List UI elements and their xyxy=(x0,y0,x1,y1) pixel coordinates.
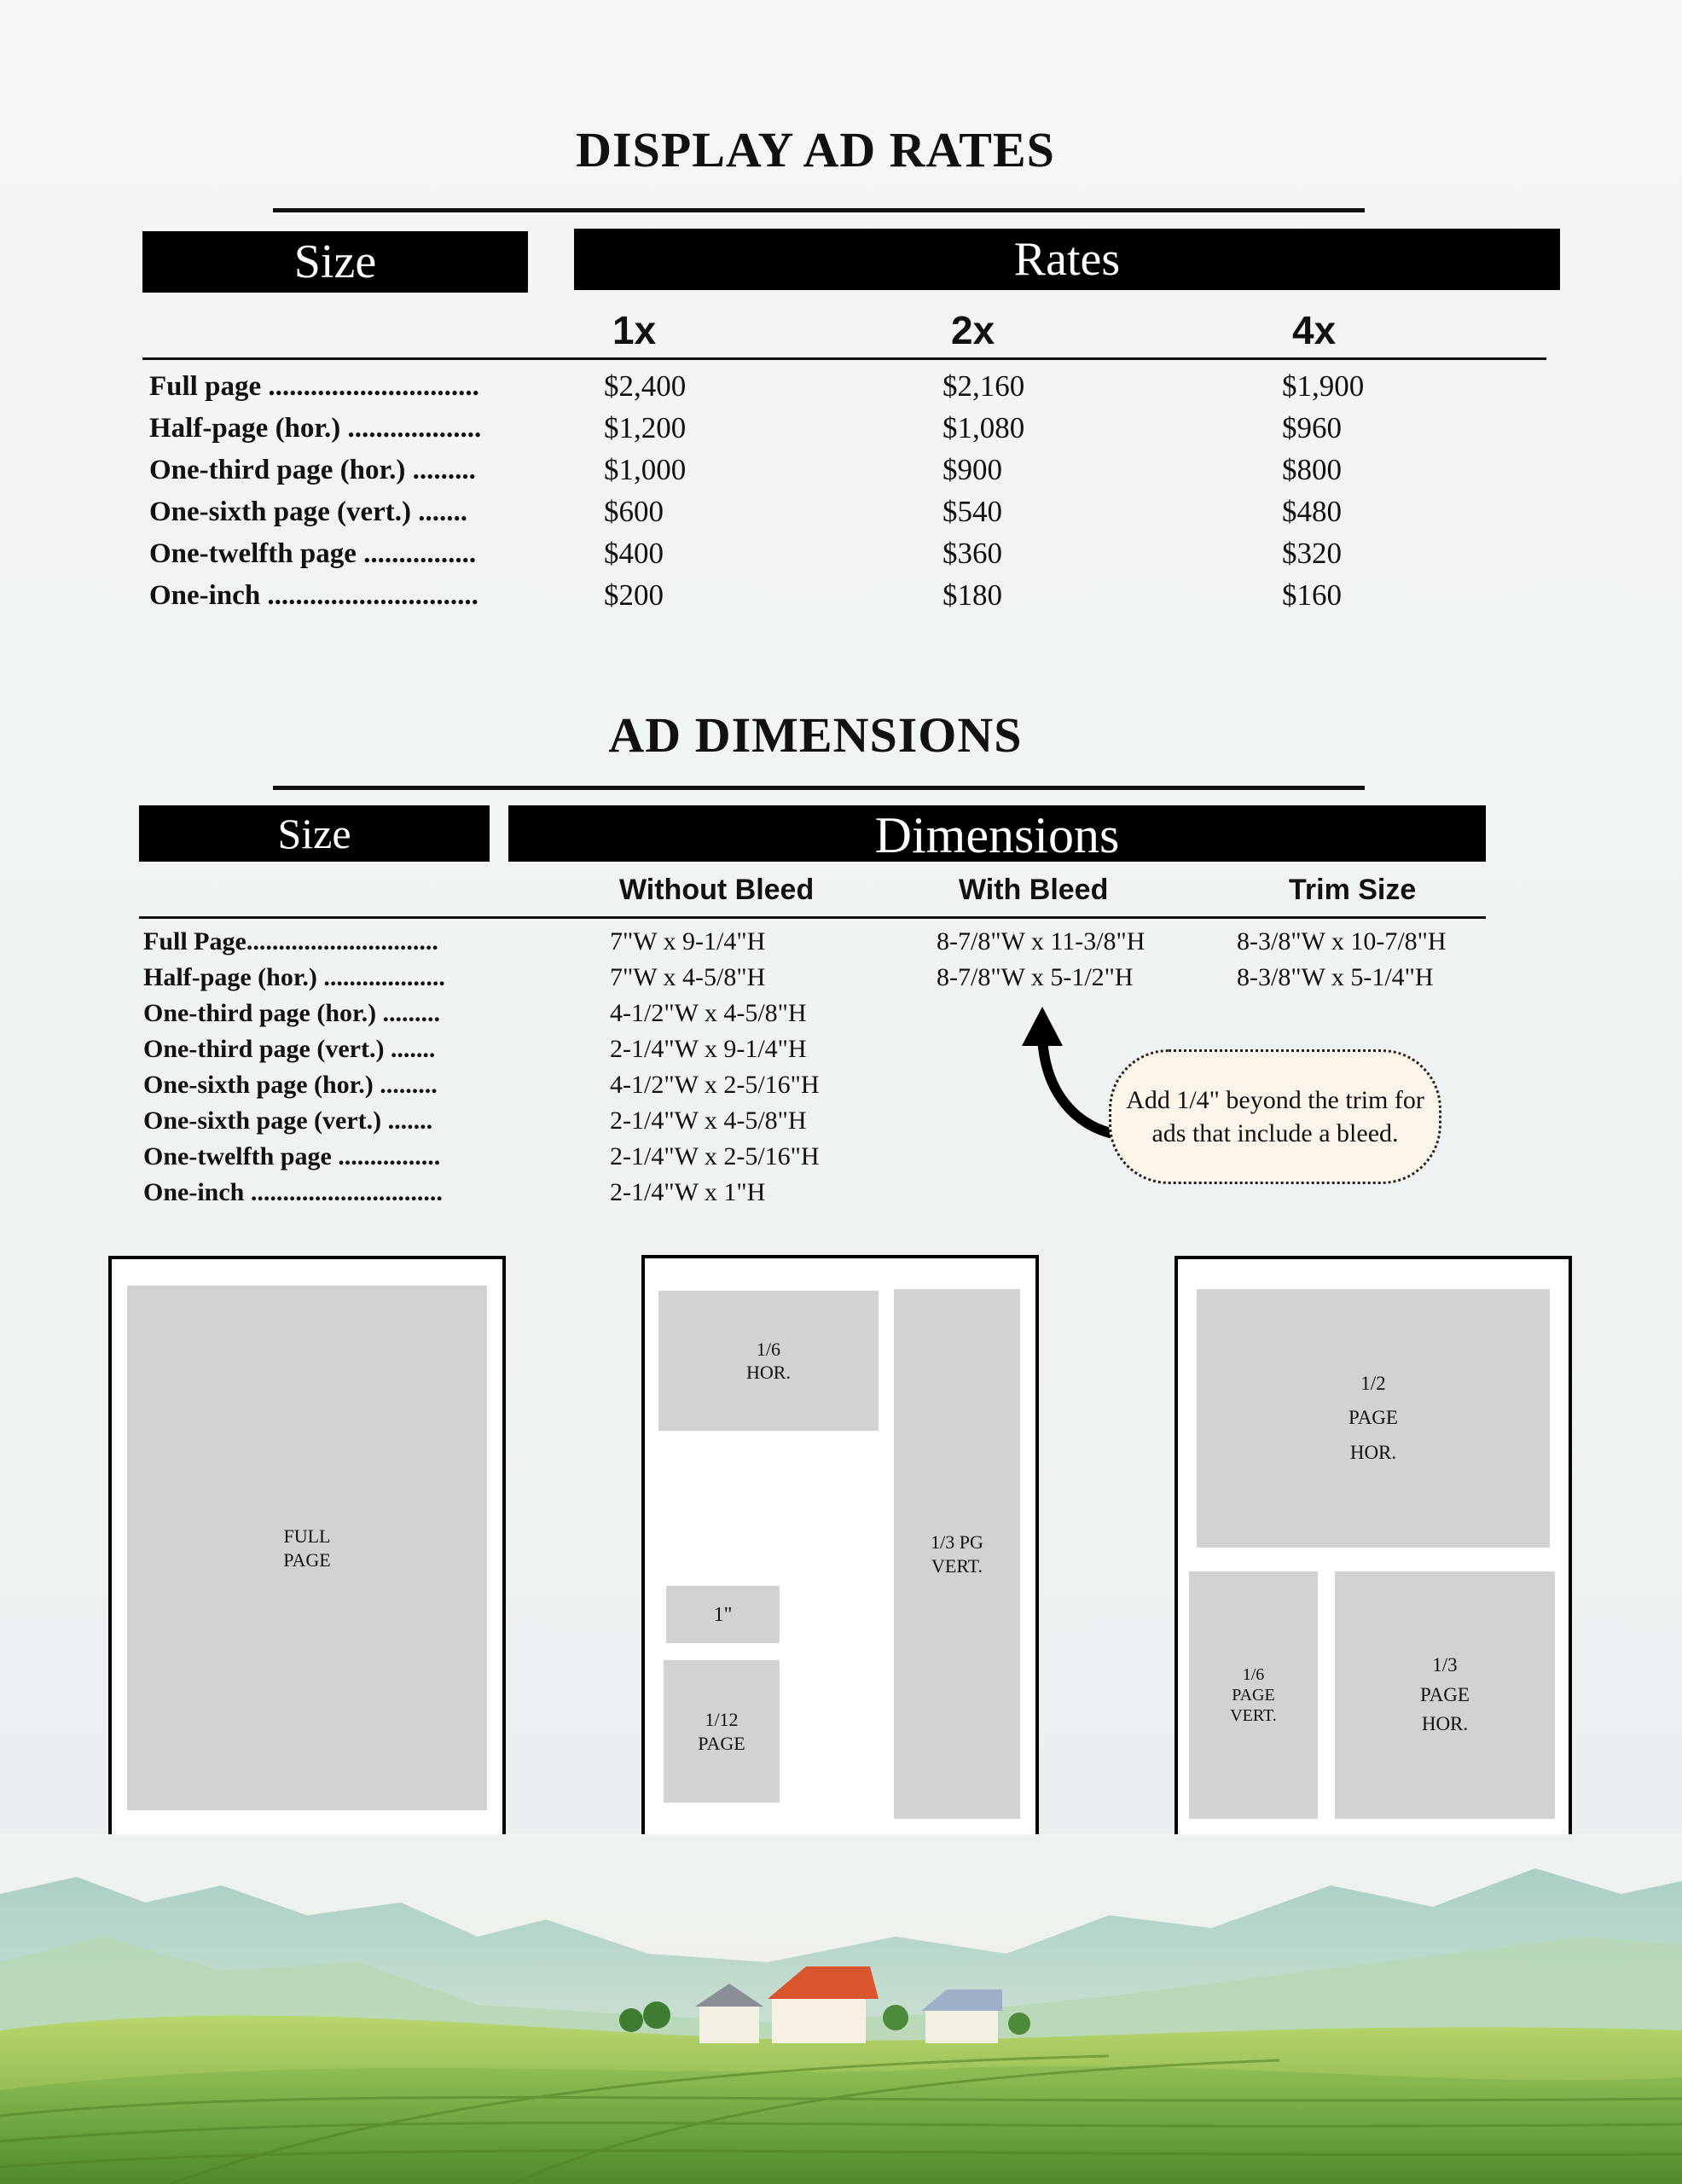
rate-2x: $2,160 xyxy=(942,369,1025,403)
dimensions-header: Dimensions xyxy=(508,805,1486,862)
rate-4x: $800 xyxy=(1282,453,1342,486)
rate-1x: $1,000 xyxy=(604,453,687,486)
rate-1x: $200 xyxy=(604,578,664,612)
rates-col-1x: 1x xyxy=(612,308,657,352)
third-vert-block: 1/3 PG VERT. xyxy=(894,1289,1020,1819)
dims-col-trim-size: Trim Size xyxy=(1289,874,1417,906)
third-hor-block: 1/3 PAGE HOR. xyxy=(1335,1571,1555,1819)
sixth-hor-block: 1/6 HOR. xyxy=(658,1291,879,1431)
rate-2x: $900 xyxy=(942,453,1002,486)
rate-4x: $480 xyxy=(1282,495,1342,528)
full-page-block: FULL PAGE xyxy=(127,1286,487,1810)
rates-col-4x: 4x xyxy=(1292,308,1337,352)
dims-col-without-bleed: Without Bleed xyxy=(619,874,815,906)
rate-4x: $1,900 xyxy=(1282,369,1365,403)
dim-trim-size: 8-3/8"W x 5-1/4"H xyxy=(1237,963,1434,991)
landscape-illustration xyxy=(0,1834,1682,2184)
full-page-diagram xyxy=(108,1256,506,1842)
row-label: One-twelfth page ................ xyxy=(143,1142,441,1170)
rate-2x: $540 xyxy=(942,495,1002,528)
mixed-sizes-diagram xyxy=(641,1255,1039,1841)
rate-4x: $320 xyxy=(1282,537,1342,570)
rate-4x: $960 xyxy=(1282,411,1342,444)
rate-2x: $360 xyxy=(942,537,1002,570)
row-label: One-inch .............................. xyxy=(149,580,478,611)
row-label: One-inch .............................. xyxy=(143,1178,443,1206)
rate-1x: $2,400 xyxy=(604,369,687,403)
dimensions-title-rule xyxy=(273,786,1365,790)
rates-header: Rates xyxy=(574,229,1560,290)
row-label: One-twelfth page ................ xyxy=(149,538,477,569)
row-label: One-sixth page (vert.) ....... xyxy=(143,1107,433,1135)
dim-trim-size: 8-3/8"W x 10-7/8"H xyxy=(1237,927,1447,956)
row-label: One-third page (hor.) ......... xyxy=(143,999,441,1027)
dim-with-bleed: 8-7/8"W x 11-3/8"H xyxy=(937,927,1146,956)
half-third-diagram xyxy=(1174,1256,1572,1842)
rate-4x: $160 xyxy=(1282,578,1342,612)
rates-title-rule xyxy=(273,208,1365,212)
half-hor-block: 1/2 PAGE HOR. xyxy=(1197,1289,1550,1548)
dim-without-bleed: 4-1/2"W x 2-5/16"H xyxy=(610,1071,820,1099)
dim-without-bleed: 4-1/2"W x 4-5/8"H xyxy=(610,999,807,1027)
dimensions-size-header: Size xyxy=(139,805,490,862)
dims-header-rule xyxy=(139,916,1486,919)
one-inch-block: 1" xyxy=(666,1586,780,1643)
dim-without-bleed: 2-1/4"W x 1"H xyxy=(610,1178,766,1206)
rates-header-rule xyxy=(142,357,1546,360)
rates-size-header: Size xyxy=(142,231,528,293)
row-label: One-sixth page (hor.) ......... xyxy=(143,1071,438,1099)
twelfth-block: 1/12 PAGE xyxy=(664,1660,780,1803)
rates-col-2x: 2x xyxy=(951,308,995,352)
dim-without-bleed: 2-1/4"W x 9-1/4"H xyxy=(610,1035,807,1063)
dim-without-bleed: 2-1/4"W x 2-5/16"H xyxy=(610,1142,820,1170)
rate-1x: $400 xyxy=(604,537,664,570)
dim-without-bleed: 7"W x 9-1/4"H xyxy=(610,927,766,956)
rate-1x: $600 xyxy=(604,495,664,528)
row-label: Half-page (hor.) ................... xyxy=(149,413,482,444)
bleed-note: Add 1/4" beyond the trim for ads that include a bleed. xyxy=(1109,1049,1441,1184)
rate-2x: $180 xyxy=(942,578,1002,612)
row-label: One-sixth page (vert.) ....... xyxy=(149,497,468,527)
rates-title: DISPLAY AD RATES xyxy=(576,122,1055,177)
rate-1x: $1,200 xyxy=(604,411,687,444)
rate-2x: $1,080 xyxy=(942,411,1025,444)
row-label: One-third page (vert.) ....... xyxy=(143,1035,436,1063)
row-label: Full page .............................. xyxy=(149,371,479,402)
dims-col-with-bleed: With Bleed xyxy=(959,874,1109,906)
sixth-vert-block: 1/6 PAGE VERT. xyxy=(1189,1571,1318,1819)
row-label: One-third page (hor.) ......... xyxy=(149,455,476,485)
row-label: Half-page (hor.) ................... xyxy=(143,963,445,991)
row-label: Full Page.............................. xyxy=(143,927,438,956)
dim-without-bleed: 7"W x 4-5/8"H xyxy=(610,963,766,991)
dimensions-title: AD DIMENSIONS xyxy=(608,707,1023,763)
dim-with-bleed: 8-7/8"W x 5-1/2"H xyxy=(937,963,1134,991)
dim-without-bleed: 2-1/4"W x 4-5/8"H xyxy=(610,1107,807,1135)
